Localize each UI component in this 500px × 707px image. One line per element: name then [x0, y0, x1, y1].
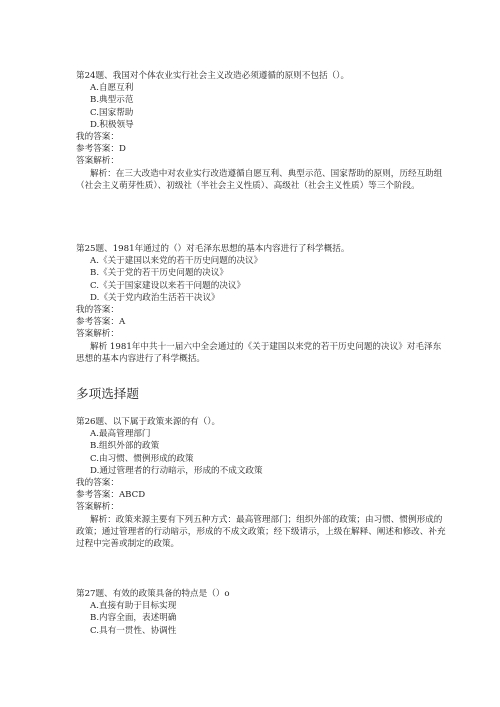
- question-24: [76, 70, 446, 192]
- question-25: [76, 243, 446, 365]
- option-c: C.《关于国家建设以来若干问题的决议》: [90, 280, 246, 291]
- option-a: A.自愿互利: [90, 83, 134, 94]
- question-26: [76, 416, 446, 550]
- reference-answer: 参考答案：D: [76, 144, 126, 155]
- reference-answer: 参考答案：A: [76, 317, 126, 328]
- analysis-label: 答案解析：: [76, 156, 119, 167]
- question-title: 第24题、我国对个体农业实行社会主义改造必须遵循的原则不包括（）。: [76, 71, 350, 81]
- explanation-text: 解析 1981年中共十一届六中全会通过的《关于建国以来党的若干历史问题的决议》对毛泽东思想的基本内容进行了科学概括。: [76, 341, 442, 364]
- option-a: A.《关于建国以来党的若干历史问题的决议》: [90, 256, 263, 267]
- section-heading: 多项选择题: [76, 386, 139, 401]
- option-d: D.《关于党内政治生活若干决议》: [90, 292, 220, 303]
- option-a: A.直接有助于目标实现: [90, 601, 177, 612]
- question-title: 第27题、有效的政策具备的特点是（）o: [76, 589, 230, 599]
- option-d: D.通过管理者的行动暗示，形成的不成文政策: [90, 465, 263, 476]
- option-c: C.由习惯、惯例形成的政策: [90, 453, 194, 464]
- explanation-text: 解析：政策来源主要有下列五种方式：最高管理部门；组织外部的政策；由习惯、惯例形成的政策；通过管理者的行动暗示，形成的不成文政策；经下级请示，上级在解释、阐述和修改、补充过程中完善或制定的政策。: [76, 514, 446, 550]
- option-a: A.最高管理部门: [90, 429, 151, 440]
- option-b: B.组织外部的政策: [90, 441, 160, 452]
- my-answer-label: 我的答案：: [76, 305, 119, 316]
- option-b: B.《关于党的若干历史问题的决议》: [90, 268, 228, 279]
- reference-answer: 参考答案：ABCD: [76, 490, 146, 501]
- option-d: D.积极领导: [90, 119, 134, 130]
- analysis-label: 答案解析：: [76, 502, 119, 513]
- question-title: 第26题、以下属于政策来源的有（）。: [76, 417, 221, 427]
- option-b: B.内容全面，表述明确: [90, 613, 177, 624]
- analysis-label: 答案解析：: [76, 329, 119, 340]
- option-c: C.具有一贯性、协调性: [90, 625, 177, 636]
- my-answer-label: 我的答案：: [76, 132, 119, 143]
- option-b: B.典型示范: [90, 95, 134, 106]
- explanation-text: 解析：在三大改造中对农业实行改造遵循自愿互利、典型示范、国家帮助的原则，历经互助组（社会主义萌芽性质）、初级社（半社会主义性质）、高级社（社会主义性质）等三个阶段。: [76, 168, 443, 191]
- question-27: [76, 588, 446, 637]
- my-answer-label: 我的答案：: [76, 478, 119, 489]
- option-c: C.国家帮助: [90, 107, 134, 118]
- question-title: 第25题、1981年通过的（）对毛泽东思想的基本内容进行了科学概括。: [76, 244, 350, 254]
